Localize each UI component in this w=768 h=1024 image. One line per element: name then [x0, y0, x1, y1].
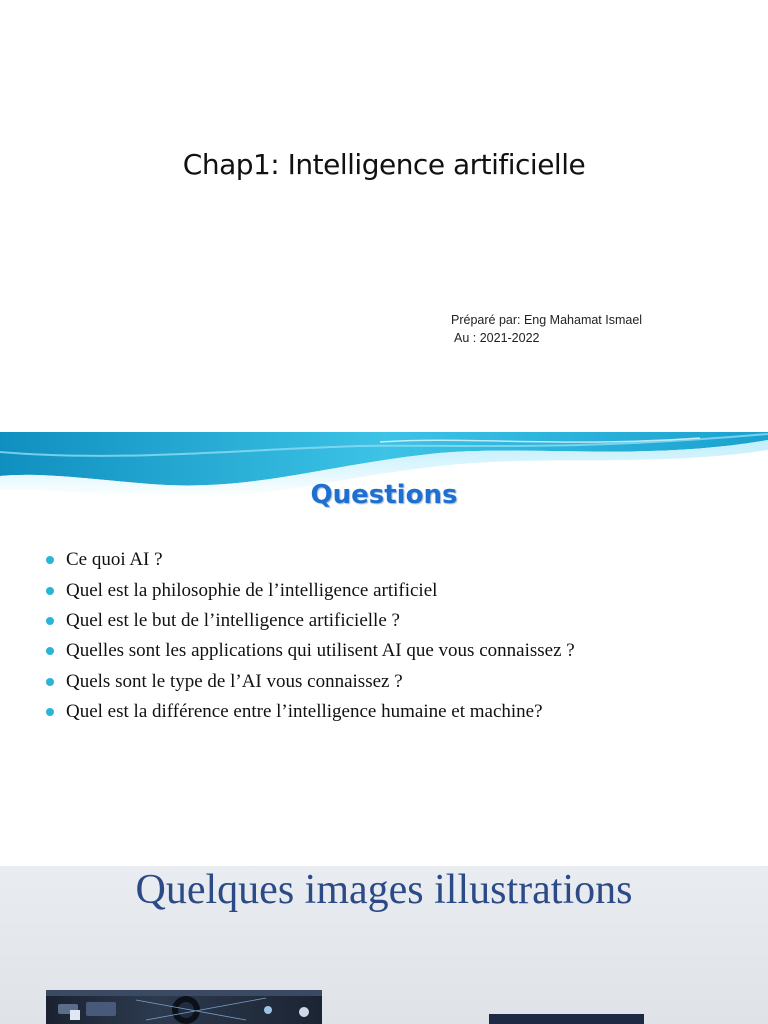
- question-item: [46, 697, 575, 727]
- question-text: Quel est le but de l’intelligence artificielle ?: [66, 609, 400, 631]
- bullet-icon: [46, 647, 54, 655]
- bullet-icon: [46, 678, 54, 686]
- question-text: Quel est la philosophie de l’intelligence artificiel: [66, 579, 438, 601]
- title-slide: [0, 0, 768, 432]
- question-item: [46, 575, 575, 605]
- author-line: Préparé par: Eng Mahamat Ismael: [451, 313, 643, 327]
- illustrations-heading: Quelques images illustrations: [135, 867, 633, 913]
- question-item: [46, 667, 575, 697]
- ai-network-image: [46, 990, 322, 1024]
- questions-slide: [0, 432, 768, 866]
- questions-heading: Questions: [310, 480, 458, 510]
- bullet-icon: [46, 556, 54, 564]
- bullet-icon: [46, 617, 54, 625]
- question-text: Quel est la différence entre l’intelligence humaine et machine?: [66, 701, 543, 723]
- question-text: Quelles sont les applications qui utilisent AI que vous connaissez ?: [66, 640, 575, 662]
- question-text: Ce quoi AI ?: [66, 549, 163, 571]
- slide-title: Chap1: Intelligence artificielle: [182, 148, 586, 181]
- academic-year: Au : 2021-2022: [454, 331, 540, 345]
- question-item: [46, 545, 575, 575]
- bullet-icon: [46, 587, 54, 595]
- question-item: [46, 606, 575, 636]
- network-graphic: [46, 990, 322, 1024]
- questions-list: [46, 545, 575, 727]
- question-text: Quels sont le type de l’AI vous connaissez ?: [66, 670, 403, 692]
- question-item: [46, 636, 575, 666]
- dark-image: [489, 1014, 644, 1024]
- bullet-icon: [46, 708, 54, 716]
- illustrations-slide: [0, 866, 768, 1024]
